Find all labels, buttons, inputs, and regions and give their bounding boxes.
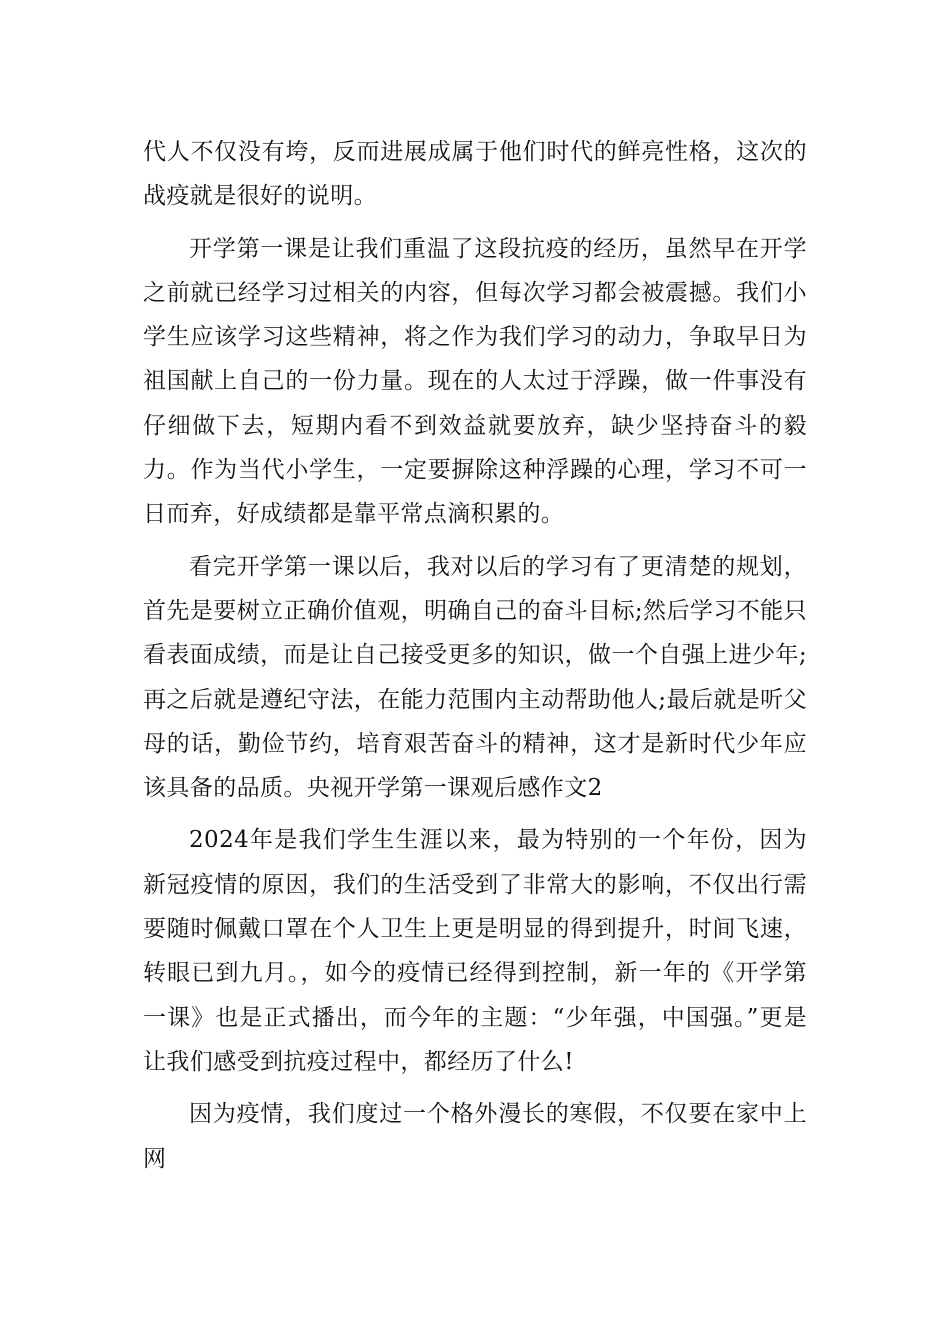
paragraph-3: 看完开学第一课以后，我对以后的学习有了更清楚的规划，首先是要树立正确价值观，明确自己的奋斗目标;然后学习不能只看表面成绩，而是让自己接受更多的知识，做一个自强上进少年;再之后就是遵纪守法，在能力范围内主动帮助他人;最后就是听父母的话，勤俭节约，培育艰苦奋斗的精神，这才是新时代少年应该具备的品质。央视开学第一课观后感作文2	[143, 553, 807, 802]
paragraph-4: 2024年是我们学生生涯以来，最为特别的一个年份，因为新冠疫情的原因，我们的生活受到了非常大的影响，不仅出行需要随时佩戴口罩在个人卫生上更是明显的得到提升，时间飞速，转眼已到九月。，如今的疫情已经得到控制，新一年的《开学第一课》也是正式播出，而今年的主题：“少年强，中国强。”更是让我们感受到抗疫过程中，都经历了什么!	[143, 827, 807, 1075]
paragraph-gap	[143, 219, 807, 227]
paragraph-gap	[143, 1084, 807, 1092]
document-body	[143, 130, 807, 1181]
paragraph-5: 因为疫情，我们度过一个格外漫长的寒假，不仅要在家中上网	[143, 1101, 807, 1172]
paragraph-gap	[143, 810, 807, 818]
paragraph-2: 开学第一课是让我们重温了这段抗疫的经历，虽然早在开学之前就已经学习过相关的内容，但每次学习都会被震撼。我们小学生应该学习这些精神，将之作为我们学习的动力，争取早日为祖国献上自己的一份力量。现在的人太过于浮躁，做一件事没有仔细做下去，短期内看不到效益就要放弃，缺少坚持奋斗的毅力。作为当代小学生，一定要摒除这种浮躁的心理，学习不可一日而弃，好成绩都是靠平常点滴积累的。	[143, 235, 807, 528]
paragraph-1: 代人不仅没有垮，反而进展成属于他们时代的鲜亮性格，这次的战疫就是很好的说明。	[143, 139, 807, 210]
paragraph-gap	[143, 537, 807, 545]
